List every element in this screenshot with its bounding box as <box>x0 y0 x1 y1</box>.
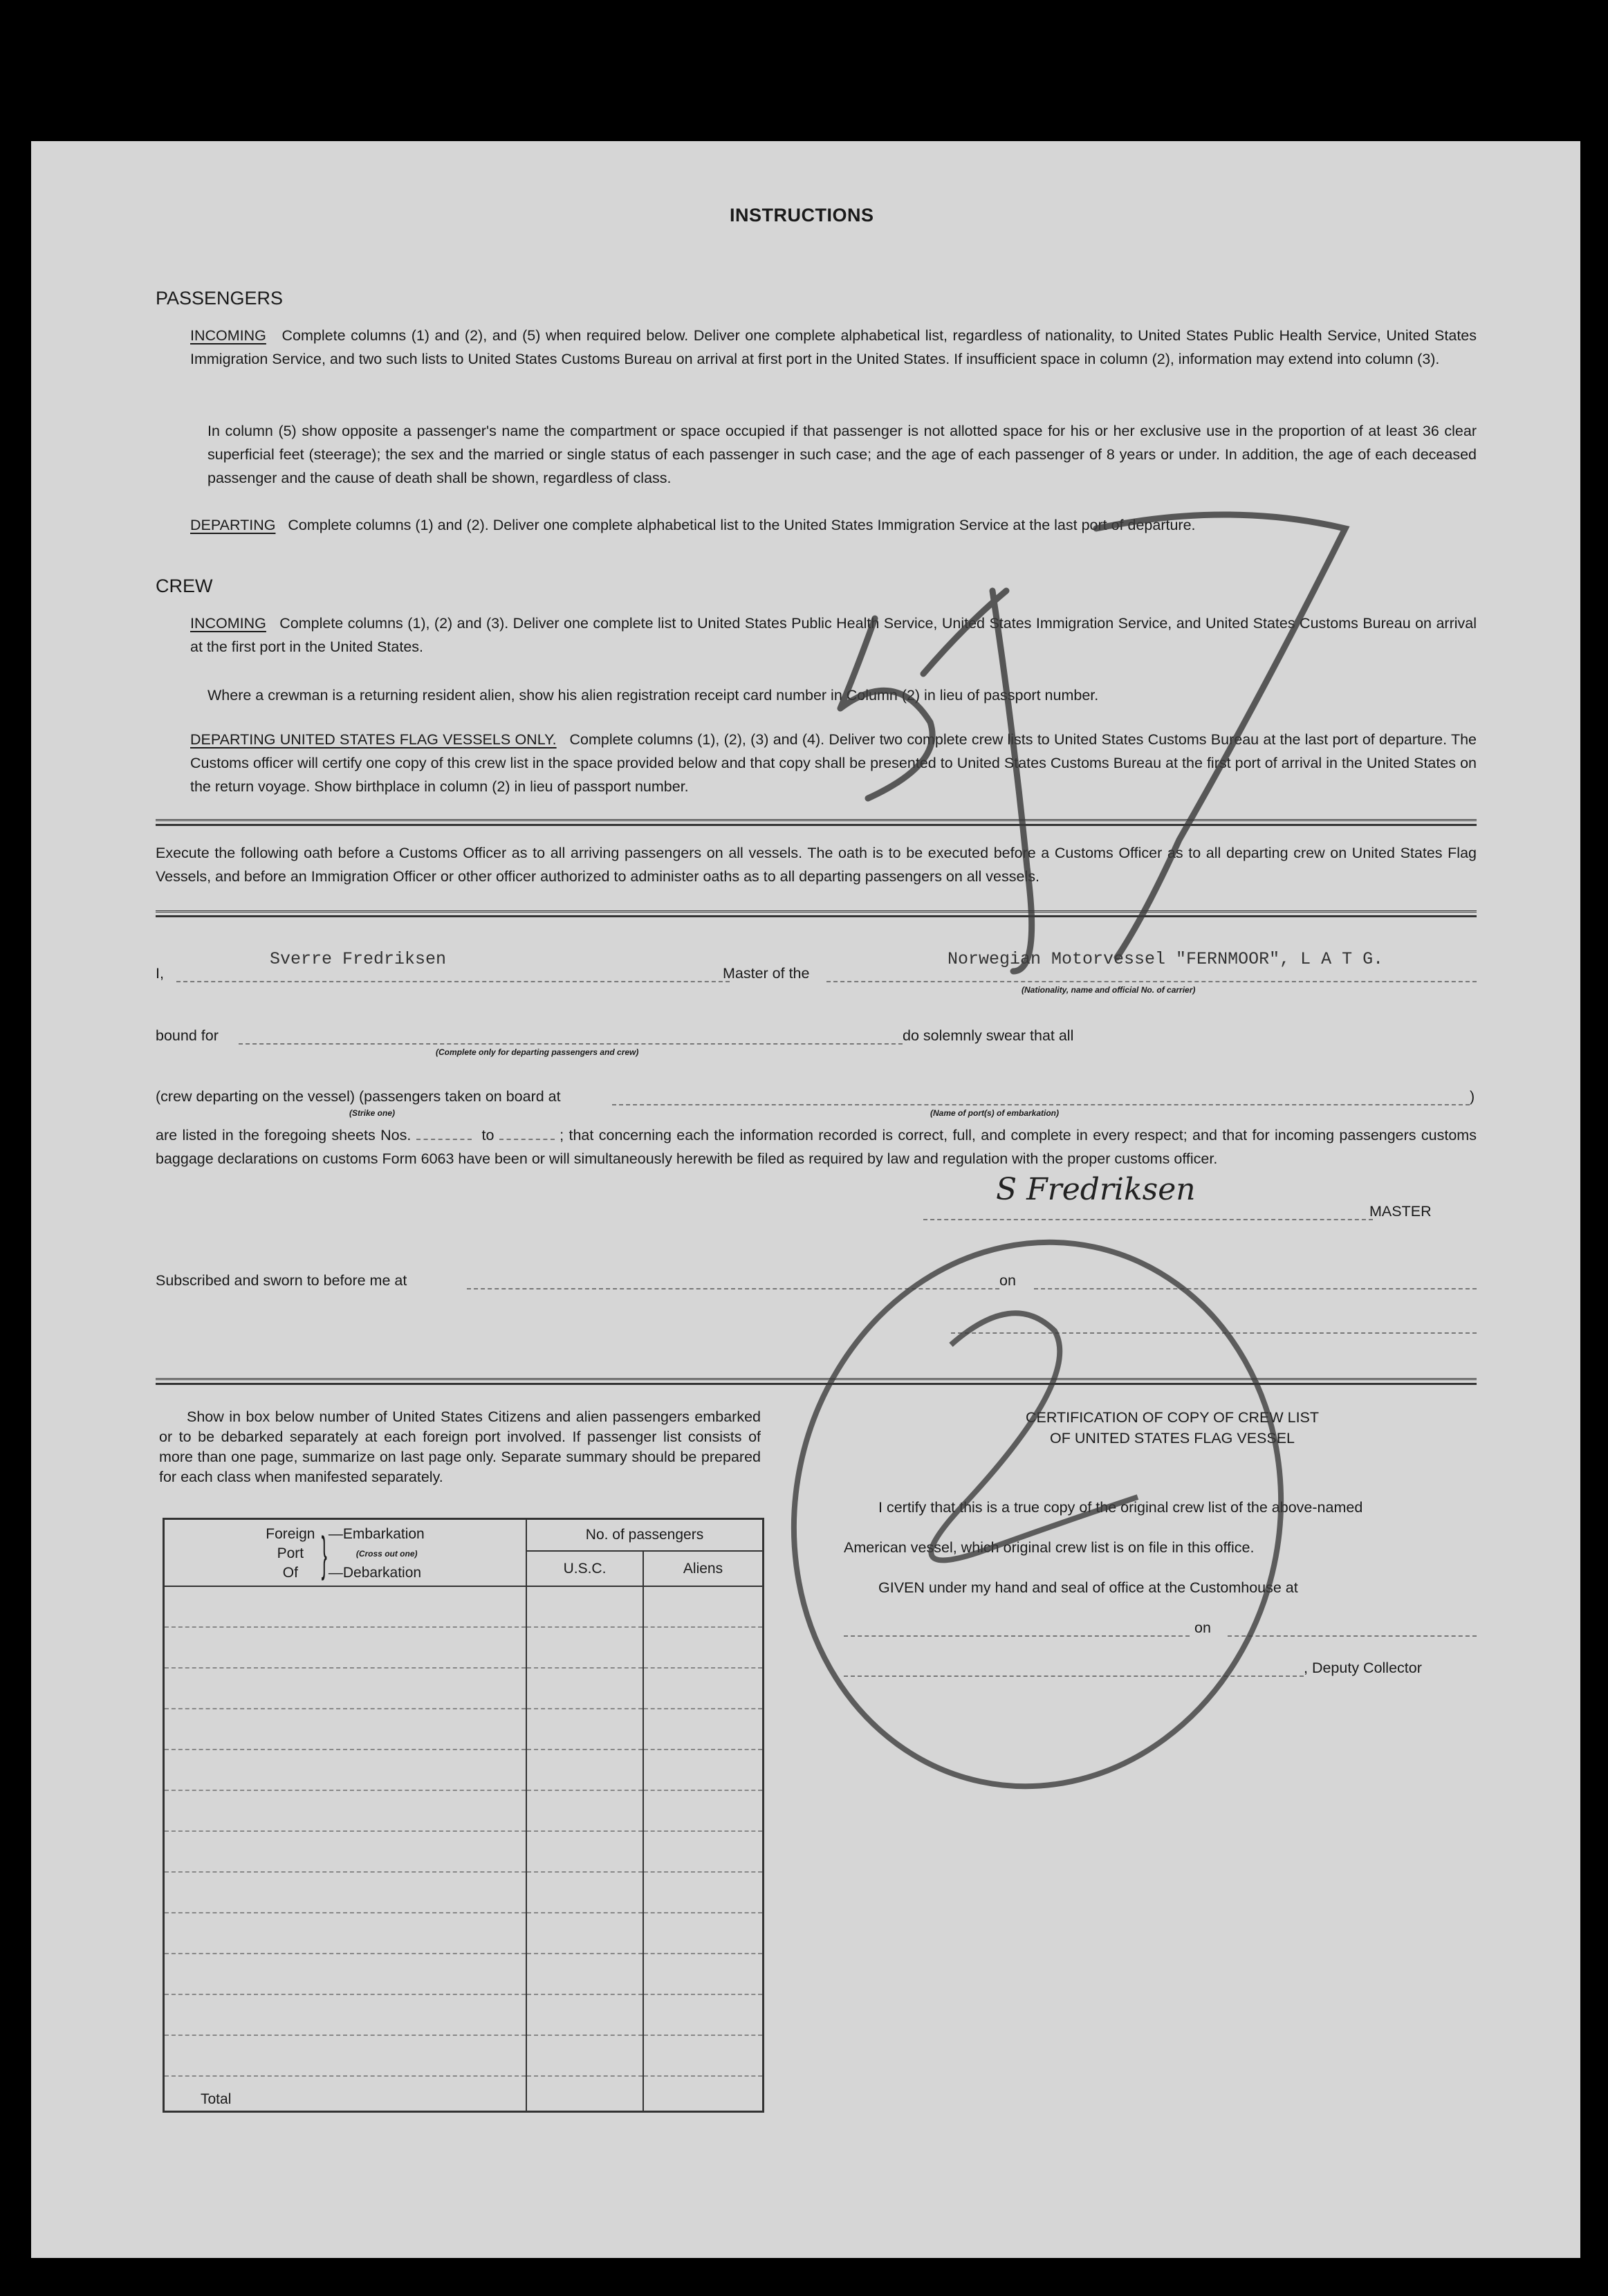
close-paren: ) <box>1470 1088 1475 1105</box>
aliens-cell[interactable] <box>643 1831 764 1872</box>
summary-instructions: Show in box below number of United States Citizens and alien passengers embarked or to be debarked separately at each foreign port involved. If passenger list consists of more than one page, summarize on last page only. Separate summary should be prepared for each class when manifested separately. <box>159 1408 761 1485</box>
vessel-caption: (Nationality, name and official No. of carrier) <box>1022 985 1196 995</box>
aliens-header: Aliens <box>643 1551 764 1586</box>
vessel-name: Norwegian Motorvessel "FERNMOOR", L A T G. <box>948 949 1384 969</box>
usc-cell[interactable] <box>526 1913 643 1954</box>
bound-for-line <box>239 1043 903 1045</box>
certify-line2: American vessel, which original crew list is on file in this office. <box>844 1539 1255 1556</box>
embarkation-label: —Embarkation <box>328 1526 425 1542</box>
usc-cell[interactable] <box>526 1994 643 2035</box>
passengers-departing-text: Complete columns (1) and (2). Deliver one complete alphabetical list to the United States Immigration Service at the last port of departure. <box>288 517 1196 533</box>
crew-departing-choice: (crew departing on the vessel) (passengers taken on board at <box>156 1088 561 1105</box>
master-name: Sverre Fredriksen <box>270 949 447 969</box>
no-passengers-header: No. of passengers <box>526 1519 764 1552</box>
debarkation-label: —Debarkation <box>328 1565 422 1581</box>
crew-departing-label: DEPARTING UNITED STATES FLAG VESSELS ONLY. <box>190 731 557 748</box>
customhouse-line <box>844 1635 1190 1637</box>
subscribed-date-line <box>1034 1288 1477 1289</box>
to-label: to <box>481 1127 495 1144</box>
strike-caption: (Strike one) <box>349 1108 396 1118</box>
summary-row[interactable] <box>164 1586 527 1627</box>
subscribed-label: Subscribed and sworn to before me at <box>156 1272 407 1289</box>
crew-heading: CREW <box>156 576 213 596</box>
certify-line1: I certify that this is a true copy of the original crew list of the above-named <box>878 1499 1363 1516</box>
usc-cell[interactable] <box>526 1586 643 1627</box>
bound-for-caption: (Complete only for departing passengers and crew) <box>436 1047 639 1057</box>
certify-on-label: on <box>1194 1619 1211 1636</box>
foreign-label: Foreign <box>266 1526 315 1542</box>
port-label: Port <box>277 1545 304 1561</box>
oath-i-label: I, <box>156 965 164 982</box>
crew-departing-text: Complete columns (1), (2), (3) and (4). Deliver two complete crew lists to United States Customs Bureau at the last port of departure. The Customs officer will certify one copy of this crew list in the space provided below and that copy shall be presented to United States Customs Bureau at the first port of arrival in the United States on the return voyage. Show birthplace in column (2) in lieu of passport number. <box>190 731 1477 795</box>
aliens-cell[interactable] <box>643 1954 764 1994</box>
summary-row[interactable] <box>164 1749 527 1790</box>
passengers-incoming-paragraph <box>190 324 1477 371</box>
summary-row[interactable] <box>164 1709 527 1749</box>
master-of-label: Master of the <box>723 965 810 982</box>
total-usc-cell[interactable] <box>526 2076 643 2112</box>
usc-cell[interactable] <box>526 1872 643 1913</box>
subscribed-place-line <box>467 1288 999 1289</box>
aliens-cell[interactable] <box>643 1627 764 1668</box>
ports-caption: (Name of port(s) of embarkation) <box>930 1108 1060 1118</box>
master-name-line <box>176 981 730 982</box>
aliens-cell[interactable] <box>643 1586 764 1627</box>
aliens-cell[interactable] <box>643 1709 764 1749</box>
passengers-departing-label: DEPARTING <box>190 517 276 533</box>
usc-cell[interactable] <box>526 1749 643 1790</box>
summary-row[interactable] <box>164 1872 527 1913</box>
divider-3 <box>156 1378 1477 1385</box>
master-signature-line <box>923 1219 1373 1220</box>
crew-incoming-label: INCOMING <box>190 615 266 632</box>
usc-header: U.S.C. <box>526 1551 643 1586</box>
certification-heading-line1: CERTIFICATION OF COPY OF CREW LIST <box>1025 1409 1320 1426</box>
of-label: Of <box>282 1565 298 1581</box>
deputy-collector-label: , Deputy Collector <box>1304 1660 1422 1676</box>
page-title: INSTRUCTIONS <box>730 205 874 226</box>
passengers-column5-text: In column (5) show opposite a passenger's name the compartment or space occupied if that passenger is not allotted space for his or her exclusive use in the proportion of at least 36 clear superficial feet (steerage); the sex and the married or single status of each passenger in such case; and the age of each passenger of 8 years or under. In addition, the age of each deceased passenger and the cause of death shall be shown, regardless of class. <box>207 423 1477 486</box>
summary-row[interactable] <box>164 2035 527 2076</box>
aliens-cell[interactable] <box>643 1872 764 1913</box>
crew-returning-text: Where a crewman is a returning resident alien, show his alien registration receipt card number in Column (2) in lieu of passport number. <box>207 687 1099 704</box>
crew-incoming-paragraph <box>190 612 1477 659</box>
passengers-incoming-label: INCOMING <box>190 327 266 344</box>
certify-line3: GIVEN under my hand and seal of office at the Customhouse at <box>878 1579 1298 1596</box>
divider-1 <box>156 819 1477 826</box>
total-aliens-cell[interactable] <box>643 2076 764 2112</box>
brace: } <box>322 1527 328 1581</box>
oath-intro: Execute the following oath before a Customs Officer as to all arriving passengers on all vessels. The oath is to be executed before a Customs Officer as to all departing crew on United States Flag Vessels, and before an Immigration Officer or other officer authorized to administer oaths as to all departing passengers on all vessels. <box>156 845 1477 885</box>
bound-for-label: bound for <box>156 1027 219 1044</box>
aliens-cell[interactable] <box>643 1749 764 1790</box>
form-sheet <box>31 141 1580 2258</box>
listed-prefix: are listed in the foregoing sheets Nos. <box>156 1127 412 1144</box>
deputy-signature-line <box>844 1675 1304 1677</box>
summary-row[interactable] <box>164 1994 527 2035</box>
listed-paragraph <box>156 1123 1477 1170</box>
divider-2 <box>156 910 1477 917</box>
summary-row[interactable] <box>164 1954 527 1994</box>
officer-signature-line <box>951 1332 1477 1334</box>
aliens-cell[interactable] <box>643 1668 764 1709</box>
sheet-to-line <box>499 1139 555 1140</box>
usc-cell[interactable] <box>526 2035 643 2076</box>
aliens-cell[interactable] <box>643 1994 764 2035</box>
embarkation-ports-line <box>612 1104 1470 1105</box>
usc-cell[interactable] <box>526 1668 643 1709</box>
passengers-departing-paragraph <box>190 513 1477 537</box>
listed-text: ; that concerning each the information recorded is correct, full, and complete in every respect; and that for incoming passengers customs baggage declarations on customs Form 6063 have been or will simultaneously herewith be filed as required by law and regulation with the proper customs officer. <box>156 1127 1477 1167</box>
aliens-cell[interactable] <box>643 2035 764 2076</box>
sheet-from-line <box>416 1139 472 1140</box>
usc-cell[interactable] <box>526 1831 643 1872</box>
usc-cell[interactable] <box>526 1790 643 1831</box>
aliens-cell[interactable] <box>643 1790 764 1831</box>
master-signature: S Fredriksen <box>996 1172 1196 1207</box>
summary-row[interactable] <box>164 1790 527 1831</box>
total-label: Total <box>164 2076 527 2112</box>
summary-row[interactable] <box>164 1831 527 1872</box>
certification-heading <box>889 1407 1456 1449</box>
certification-heading-line2: OF UNITED STATES FLAG VESSEL <box>1049 1430 1295 1447</box>
passengers-incoming-text: Complete columns (1) and (2), and (5) when required below. Deliver one complete alphabetical list, regardless of nationality, to United States Public Health Service, United States Immigration Service, and two such lists to United States Customs Bureau on arrival at first port in the United States. If insufficient space in column (2), information may extend into column (3). <box>190 327 1477 367</box>
passengers-heading: PASSENGERS <box>156 288 284 309</box>
passenger-summary-table <box>163 1518 764 2113</box>
crew-departing-paragraph <box>190 728 1477 798</box>
usc-cell[interactable] <box>526 1709 643 1749</box>
summary-row[interactable] <box>164 1913 527 1954</box>
aliens-cell[interactable] <box>643 1913 764 1954</box>
crew-incoming-text: Complete columns (1), (2) and (3). Deliver one complete list to United States Public Health Service, United States Immigration Service, and United States Customs Bureau on arrival at the first port in the United States. <box>190 615 1477 655</box>
vessel-line <box>826 981 1477 982</box>
subscribed-on-label: on <box>999 1272 1016 1289</box>
port-header-cell <box>164 1519 527 1587</box>
usc-cell[interactable] <box>526 1954 643 1994</box>
swear-label: do solemnly swear that all <box>903 1027 1074 1044</box>
certify-date-line <box>1228 1635 1477 1637</box>
cross-out-caption: (Cross out one) <box>355 1549 418 1559</box>
summary-row[interactable] <box>164 1627 527 1668</box>
summary-row[interactable] <box>164 1668 527 1709</box>
master-label: MASTER <box>1369 1203 1432 1220</box>
usc-cell[interactable] <box>526 1627 643 1668</box>
